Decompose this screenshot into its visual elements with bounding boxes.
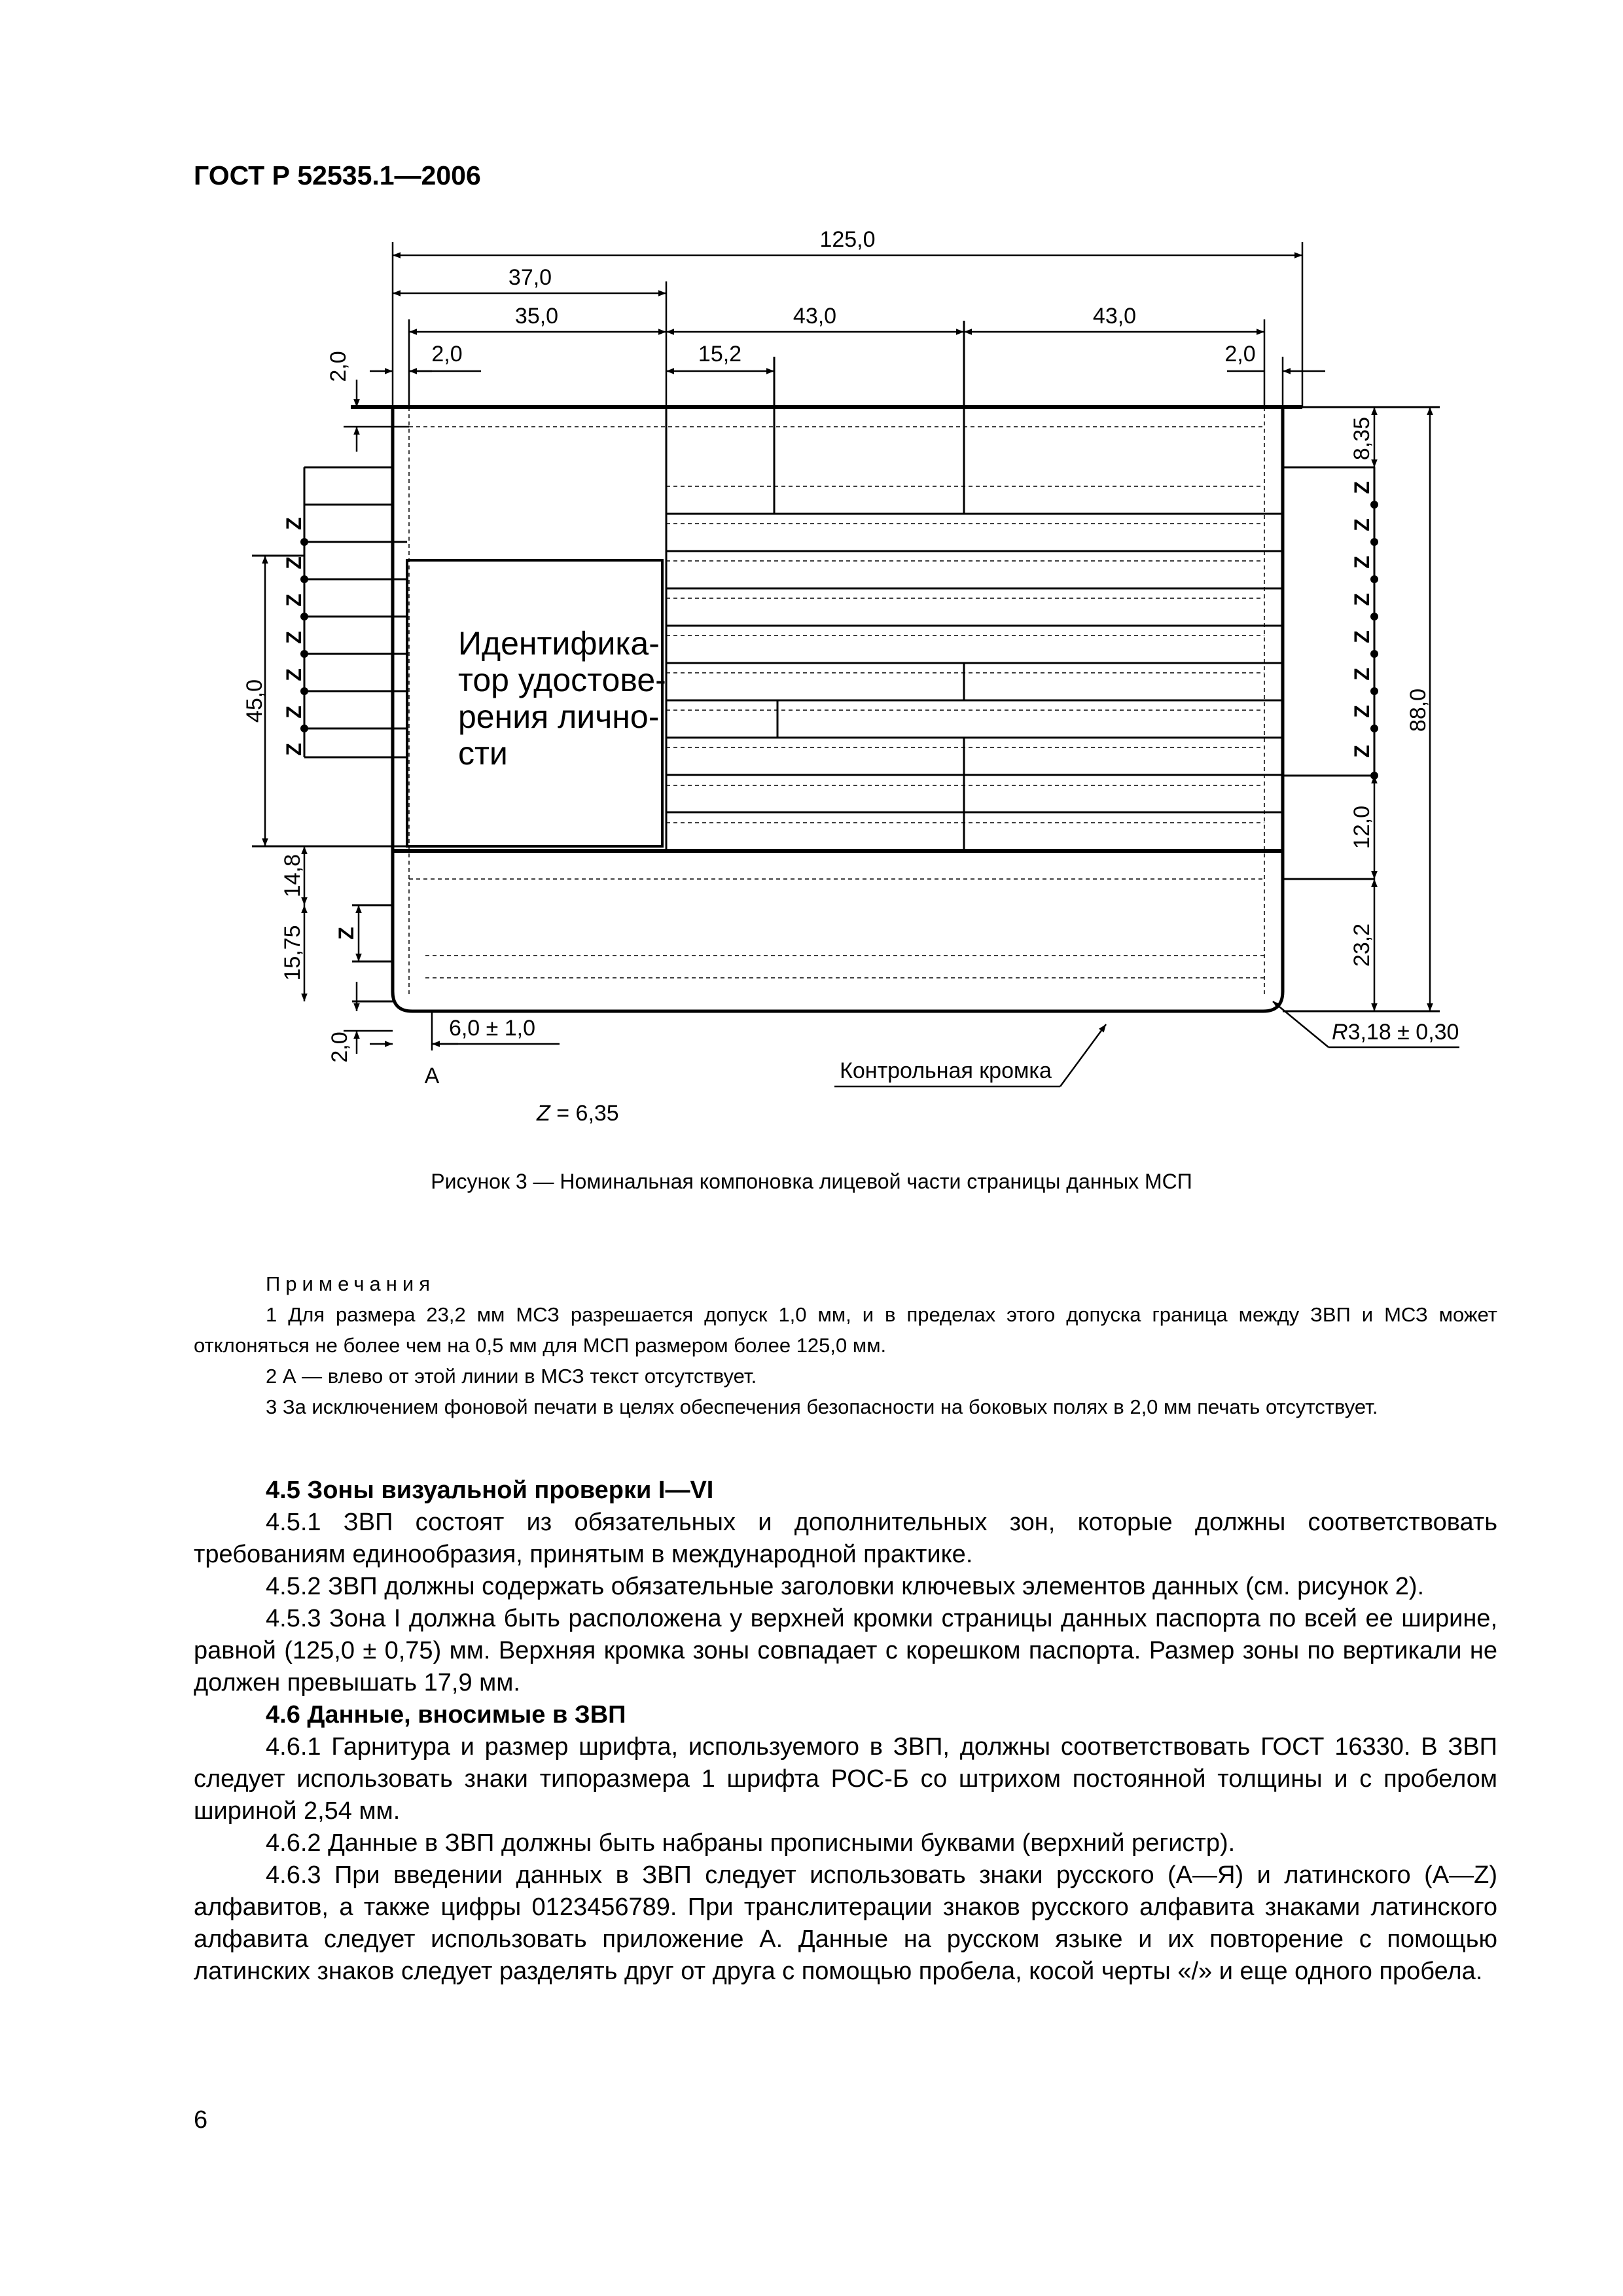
svg-text:15,2: 15,2: [698, 342, 742, 367]
svg-text:14,8: 14,8: [280, 853, 305, 898]
svg-text:тор удостове-: тор удостове-: [458, 662, 666, 698]
svg-text:Z: Z: [1350, 630, 1374, 643]
svg-text:Z: Z: [1350, 745, 1374, 758]
svg-text:8,35: 8,35: [1349, 416, 1374, 461]
right-z-labels: [1350, 481, 1374, 758]
svg-text:6,0 ± 1,0: 6,0 ± 1,0: [448, 1016, 536, 1041]
svg-text:23,2: 23,2: [1349, 923, 1374, 967]
svg-text:125,0: 125,0: [819, 227, 876, 252]
svg-text:88,0: 88,0: [1406, 688, 1431, 732]
section-heading-4-5: 4.5 Зоны визуальной проверки I—VI: [266, 1477, 714, 1504]
paragraph-4-5-1: 4.5.1 ЗВП состоят из обязательных и дополнительных зон, которые должны соответствовать требованиям единообразия, принятым в международной практике.: [194, 1509, 1497, 1568]
dimension-lines: [265, 242, 1459, 1086]
radius-label: R3,18 ± 0,30: [1332, 1020, 1459, 1045]
svg-text:43,0: 43,0: [793, 304, 837, 329]
svg-text:Z: Z: [282, 706, 306, 719]
svg-text:Z: Z: [282, 594, 306, 607]
paragraph-4-5-2: 4.5.2 ЗВП должны содержать обязательные заголовки ключевых элементов данных (см. рисунок 2).: [266, 1573, 1425, 1600]
svg-text:Z: Z: [282, 743, 306, 756]
svg-text:Z: Z: [282, 668, 306, 681]
label-a: A: [424, 1064, 440, 1088]
svg-text:Z: Z: [1350, 481, 1374, 494]
paragraph-4-5-3: 4.5.3 Зона I должна быть расположена у верхней кромки страницы данных паспорта по всей ее ширине, равной (125,0 ± 0,75) мм. Верхняя кромка зоны совпадает с корешком паспорта. Размер зоны по вертикали не должен превышать 17,9 мм.: [194, 1605, 1497, 1696]
svg-text:Z: Z: [1350, 556, 1374, 569]
svg-text:Z: Z: [1350, 705, 1374, 718]
svg-text:2,0: 2,0: [1224, 342, 1256, 367]
paragraph-4-6-2: 4.6.2 Данные в ЗВП должны быть набраны прописными буквами (верхний регистр).: [266, 1829, 1236, 1857]
svg-text:Идентифика-: Идентифика-: [458, 625, 660, 662]
svg-text:сти: сти: [458, 735, 508, 772]
left-z-scale: [252, 467, 407, 846]
paragraph-4-6-1: 4.6.1 Гарнитура и размер шрифта, используемого в ЗВП, должны соответствовать ГОСТ 16330. В ЗВП следует использовать знаки типоразмера 1 шрифта РОС-Б со штрихом постоянной толщины и с пробелом шириной 2,54 мм.: [194, 1733, 1497, 1825]
svg-text:Z: Z: [282, 556, 306, 569]
control-edge-label: Контрольная кромка: [840, 1058, 1052, 1083]
body-text: [194, 1475, 1497, 1988]
page-number: 6: [194, 2106, 208, 2134]
paragraph-4-6-3: 4.6.3 При введении данных в ЗВП следует использовать знаки русского (А—Я) и латинского (A—Z) алфавитов, а также цифры 0123456789. При транслитерации знаков русского алфавита знаками латинского алфавита следует использовать приложение А. Данные на русском языке и их повторение с помощью латинских знаков следует разделять друг от друга с помощью пробела, косой черты «/» и еще одного пробела.: [194, 1861, 1497, 1985]
svg-text:2,0: 2,0: [327, 1031, 352, 1063]
note-3: 3 За исключением фоновой печати в целях обеспечения безопасности на боковых полях в 2,0 мм печать отсутствует.: [266, 1395, 1378, 1418]
document-header: ГОСТ Р 52535.1—2006: [194, 160, 481, 190]
svg-text:рения лично-: рения лично-: [458, 698, 660, 735]
svg-text:43,0: 43,0: [1092, 304, 1137, 329]
section-heading-4-6: 4.6 Данные, вносимые в ЗВП: [266, 1701, 626, 1729]
svg-text:37,0: 37,0: [508, 265, 552, 290]
svg-text:Z: Z: [1350, 668, 1374, 681]
svg-text:35,0: 35,0: [514, 304, 559, 329]
svg-text:Z: Z: [1350, 518, 1374, 531]
notes-title: Примечания: [266, 1272, 435, 1295]
notes-section: [194, 1268, 1497, 1422]
lower-z-label: Z: [334, 927, 358, 940]
dimension-texts: [242, 227, 1431, 1063]
svg-text:2,0: 2,0: [431, 342, 463, 367]
figure-caption: Рисунок 3 — Номинальная компоновка лицевой части страницы данных МСП: [431, 1170, 1192, 1193]
svg-text:15,75: 15,75: [280, 925, 305, 981]
photo-label: [458, 625, 666, 772]
svg-text:Z: Z: [1350, 593, 1374, 606]
z-definition: Z = 6,35: [537, 1101, 619, 1126]
note-1: 1 Для размера 23,2 мм МСЗ разрешается допуск 1,0 мм, и в пределах этого допуска граница между ЗВП и МСЗ может отклоняться не более чем на 0,5 мм для МСП размером более 125,0 мм.: [194, 1303, 1497, 1357]
svg-text:12,0: 12,0: [1349, 805, 1374, 850]
svg-text:2,0: 2,0: [326, 351, 351, 382]
note-2: 2 А — влево от этой линии в МСЗ текст отсутствует.: [266, 1365, 757, 1388]
svg-text:45,0: 45,0: [242, 679, 267, 723]
svg-text:Z: Z: [282, 631, 306, 644]
svg-text:Z: Z: [282, 517, 306, 530]
left-z-labels: [282, 517, 306, 756]
